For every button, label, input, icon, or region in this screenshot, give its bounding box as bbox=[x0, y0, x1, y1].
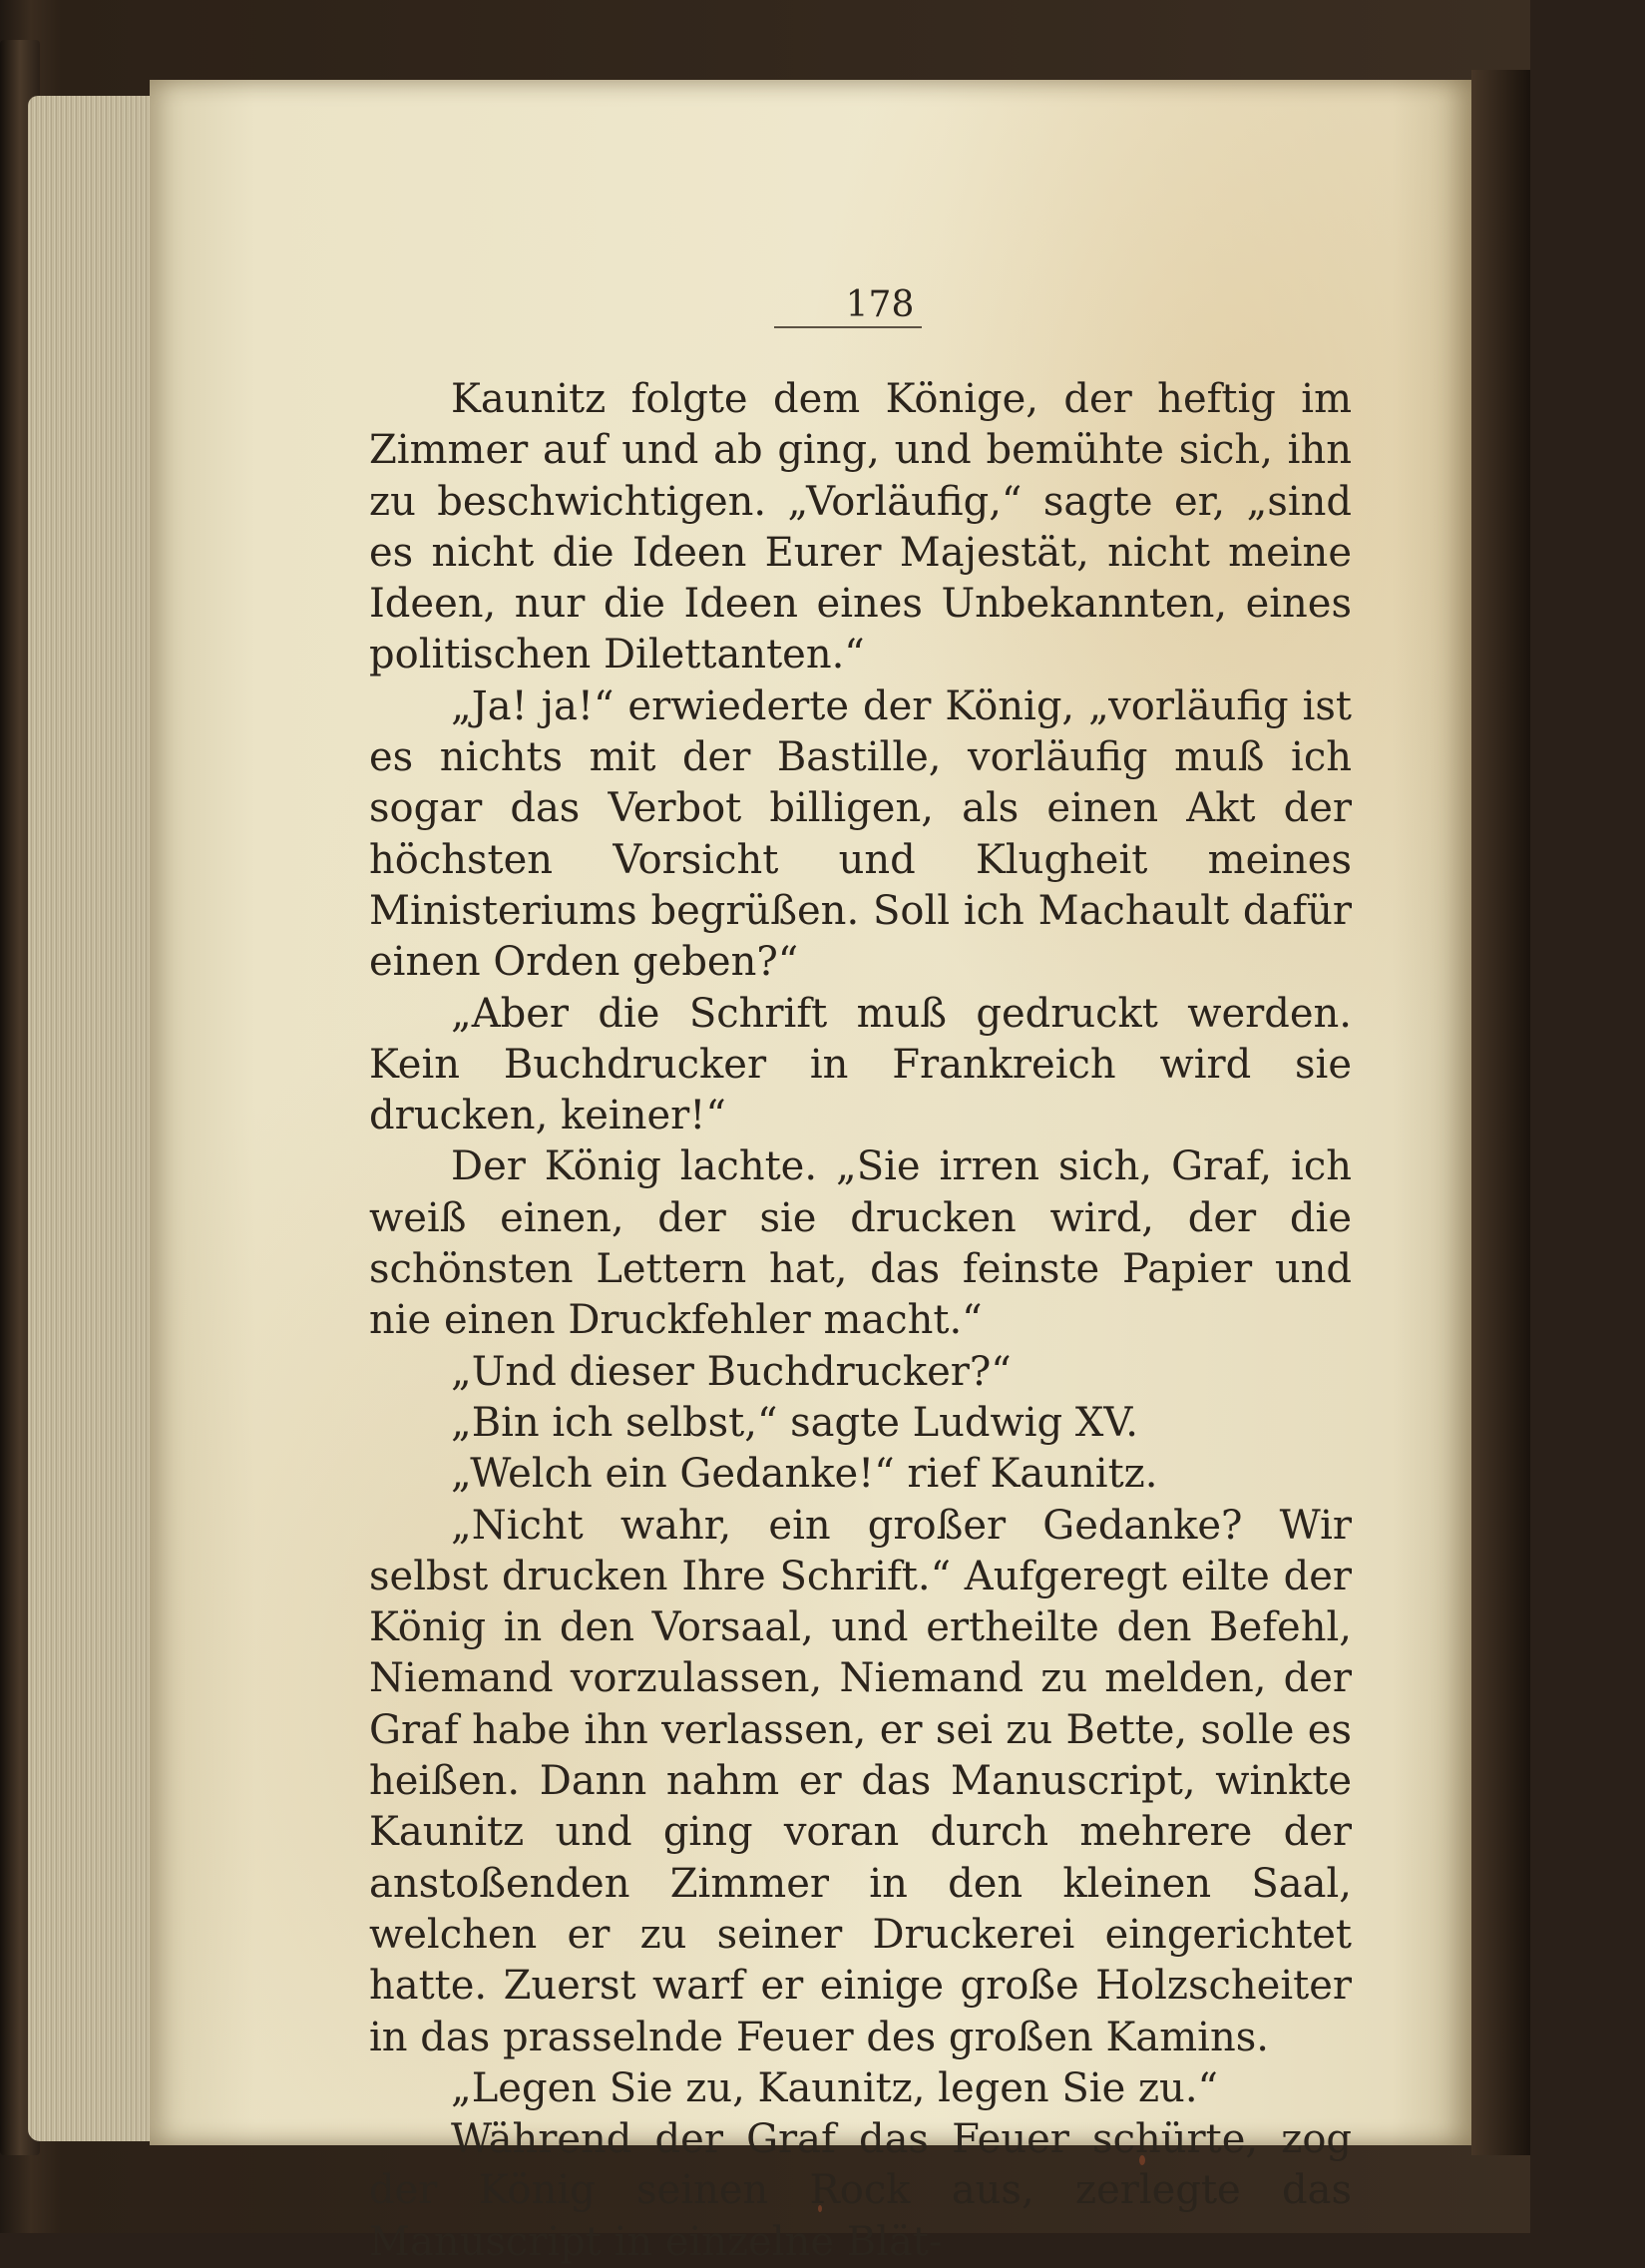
paragraph: „Aber die Schrift muß gedruckt werden. Kein Buchdrucker in Frankreich wird sie drucken, keiner!“ bbox=[369, 990, 1352, 1139]
paragraph: „Und dieser Buchdrucker?“ bbox=[451, 1348, 1012, 1395]
paragraph: „Welch ein Gedanke!“ rief Kaunitz. bbox=[451, 1451, 1158, 1498]
body-text bbox=[369, 374, 1352, 2268]
paragraph: Der König lachte. „Sie irren sich, Graf, ich weiß einen, der sie drucken wird, der die schönsten Lettern hat, das feinste Papier und nie einen Druckfehler macht.“ bbox=[369, 1143, 1352, 1344]
paragraph: „Ja! ja!“ erwiederte der König, „vorläufig ist es nichts mit der Bastille, vorläufig muß ich sogar das Verbot billigen, als einen Akt der höchsten Vorsicht und Klugheit meines Ministeriums begrüßen. Soll ich Machault dafür einen Orden geben?“ bbox=[369, 682, 1352, 986]
paragraph: „Nicht wahr, ein großer Gedanke? Wir selbst drucken Ihre Schrift.“ Aufgeregt eilte der König in den Vorsaal, und ertheilte den Befehl, Niemand vorzulassen, Niemand zu melden, der Graf habe ihn verlassen, er sei zu Bette, solle es heißen. Dann nahm er das Manuscript, winkte Kaunitz und ging voran durch mehrere der anstoßenden Zimmer in den kleinen Saal, welchen er zu seiner Druckerei eingerichtet hatte. Zuerst warf er einige große Holzscheiter in das prasselnde Feuer des großen Kamins. bbox=[369, 1502, 1352, 2060]
book-right-edge bbox=[1471, 70, 1530, 2155]
paragraph: Während der Graf das Feuer schürte, zog der König seinen Rock aus, zerlegte das Manuscript in einzelne Blät- bbox=[369, 2116, 1352, 2265]
header-rule bbox=[774, 326, 922, 328]
paragraph: Kaunitz folgte dem Könige, der heftig im Zimmer auf und ab ging, und bemühte sich, ihn zu beschwichtigen. „Vorläufig,“ sagte er, „sind es nicht die Ideen Eurer Majestät, nicht meine Ideen, nur die Ideen eines Unbekannten, eines politischen Dilettanten.“ bbox=[369, 376, 1352, 679]
paragraph: „Bin ich selbst,“ sagte Ludwig XV. bbox=[451, 1399, 1138, 1446]
paragraph: „Legen Sie zu, Kaunitz, legen Sie zu.“ bbox=[451, 2064, 1218, 2111]
page-number: 178 bbox=[845, 284, 915, 325]
